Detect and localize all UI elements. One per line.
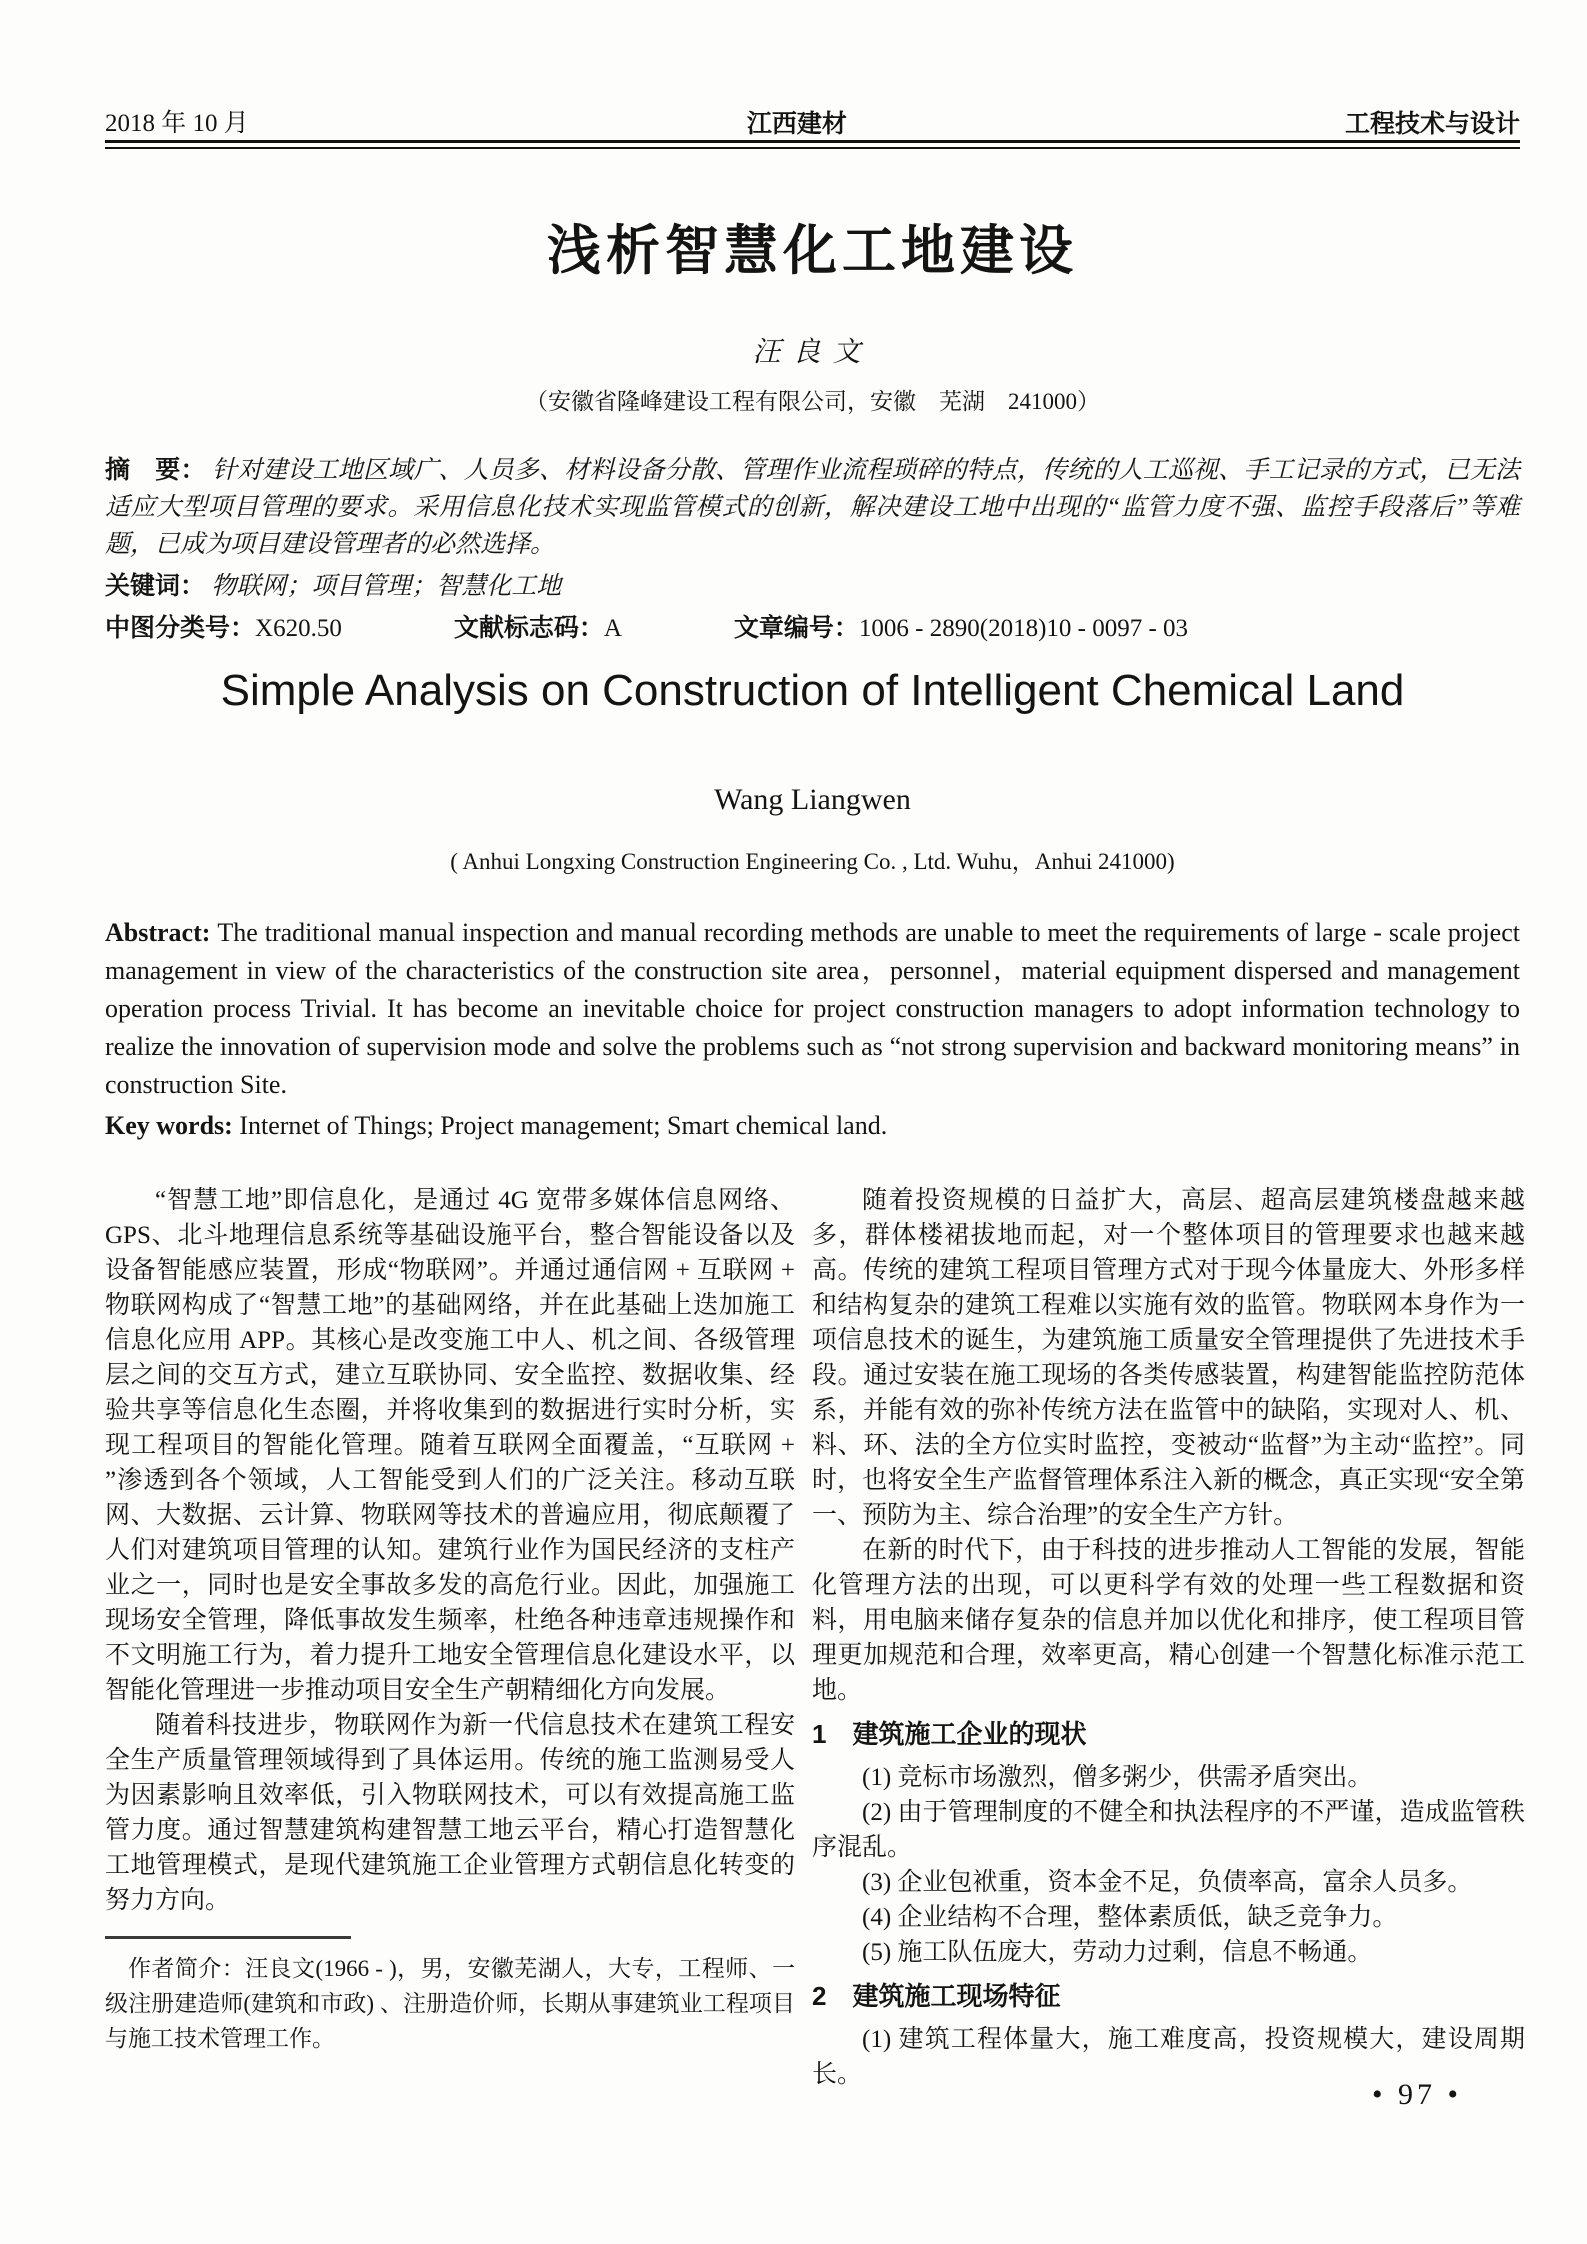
paragraph-iot-application: 随着科技进步，物联网作为新一代信息技术在建筑工程安全生产质量管理领域得到了具体运用。传统的施工监测易受人为因素影响且效率低，引入物联网技术，可以有效提高施工监管力度。通过智慧建筑构建智慧工地云平台，精心打造智慧化工地管理模式，是现代建筑施工企业管理方式朝信息化转变的努力方向。 — [105, 1712, 795, 1914]
document-code-label: 文献标志码： — [453, 614, 604, 642]
author-bio-footnote — [105, 1936, 795, 2056]
affiliation-zh: （安徽省隆峰建设工程有限公司，安徽 芜湖 241000） — [525, 389, 1100, 414]
article-title-zh: 浅析智慧化工地建设 — [547, 221, 1078, 281]
article-number-value: 1006 - 2890(2018)10 - 0097 - 03 — [858, 615, 1189, 642]
abstract-zh-text: 针对建设工地区域广、人员多、材料设备分散、管理作业流程琐碎的特点，传统的人工巡视、手工记录的方式，已无法适应大型项目管理的要求。采用信息化技术实现监管模式的创新，解决建设工地中出现的“监管力度不强、监控手段落后”等难题，已成为项目建设管理者的必然选择。 — [105, 457, 1521, 558]
footnote-divider — [105, 1936, 351, 1939]
author-zh: 汪良文 — [752, 337, 873, 368]
classification-line — [105, 610, 1520, 647]
keywords-en — [105, 1107, 1520, 1145]
clc-label: 中图分类号： — [105, 614, 256, 642]
body-right-column — [812, 1183, 1525, 2092]
keywords-zh — [105, 568, 1520, 605]
journal-section: 工程技术与设计 — [1344, 110, 1520, 138]
author-en: Wang Liangwen — [714, 783, 911, 816]
list-item: (4) 企业结构不合理，整体素质低，缺乏竞争力。 — [862, 1904, 1398, 1931]
body-left-column — [105, 1183, 795, 1918]
paragraph-intro: “智慧工地”即信息化，是通过 4G 宽带多媒体信息网络、GPS、北斗地理信息系统等基础设施平台，整合智能设备以及设备智能感应装置，形成“物联网”。并通过通信网 + 互联网 + 物联网构成了“智慧工地”的基础网络，并在此基础上迭加施工信息化应用 APP。其核心是改变施工中人、机之间、各级管理层之间的交互方式，建立互联协同、安全监控、数据收集、经验共享等信息化生态圈，并将收集到的数据进行实时分析，实现工程项目的智能化管理。随着互联网全面覆盖，“互联网 + ”渗透到各个领域，人工智能受到人们的广泛关注。移动互联网、大数据、云计算、物联网等技术的普遍应用，彻底颠覆了人们对建筑项目管理的认知。建筑行业作为国民经济的支柱产业之一，同时也是安全事故多发的高危行业。因此，加强施工现场安全管理，降低事故发生频率，杜绝各种违章违规操作和不文明施工行为，着力提升工地安全管理信息化建设水平，以智能化管理进一步推动项目安全生产朝精细化方向发展。 — [105, 1187, 795, 1704]
running-head — [105, 108, 1520, 140]
article-title-en: Simple Analysis on Construction of Intelligent Chemical Land — [220, 666, 1405, 715]
abstract-en-text: The traditional manual inspection and manual recording methods are unable to meet the requirements of large - scale project management in view of the characteristics of the construction site area，personnel，material equipment dispersed and management operation process Trivial. It has become an inevitable choice for project construction managers to adopt information technology to realize the innovation of supervision mode and solve the problems such as “not strong supervision and backward monitoring means” in construction Site. — [105, 918, 1520, 1099]
list-item: (1) 建筑工程体量大，施工难度高，投资规模大，建设周期长。 — [812, 2026, 1525, 2088]
keywords-zh-text: 物联网；项目管理；智慧化工地 — [211, 573, 562, 600]
english-abstract-block — [105, 914, 1520, 1145]
list-item: (1) 竞标市场激烈，僧多粥少，供需矛盾突出。 — [862, 1764, 1373, 1791]
article-number — [734, 610, 1188, 647]
journal-title: 江西建材 — [746, 110, 847, 138]
chinese-abstract-block — [105, 452, 1520, 647]
author-bio-text: 作者简介：汪良文(1966 - )，男，安徽芜湖人，大专，工程师、一级注册建造师(建筑和市政) 、注册造价师，长期从事建筑业工程项目与施工技术管理工作。 — [105, 1956, 795, 2051]
list-item: (5) 施工队伍庞大，劳动力过剩，信息不畅通。 — [862, 1939, 1373, 1966]
clc-number — [105, 610, 342, 647]
clc-value: X620.50 — [255, 615, 342, 642]
keywords-zh-label: 关键词： — [105, 572, 206, 600]
list-item: (3) 企业包袱重，资本金不足，负债率高，富余人员多。 — [862, 1869, 1473, 1896]
page-number: • 97 • — [1372, 2078, 1463, 2111]
abstract-en — [105, 914, 1520, 1104]
abstract-zh — [105, 452, 1520, 563]
abstract-en-label: Abstract: — [105, 918, 218, 947]
paragraph-new-era: 在新的时代下，由于科技的进步推动人工智能的发展，智能化管理方法的出现，可以更科学有效的处理一些工程数据和资料，用电脑来储存复杂的信息并加以优化和排序，使工程项目管理更加规范和合理，效率更高，精心创建一个智慧化标准示范工地。 — [812, 1537, 1525, 1704]
affiliation-en: ( Anhui Longxing Construction Engineering Co. , Ltd. Wuhu，Anhui 241000) — [450, 849, 1175, 874]
keywords-en-text: Internet of Things; Project management; Smart chemical land. — [239, 1111, 888, 1140]
document-code-value: A — [603, 615, 622, 642]
section-heading-1: 1 建筑施工企业的现状 — [812, 1719, 1087, 1749]
header-double-rule — [105, 140, 1520, 149]
document-code — [454, 610, 622, 647]
keywords-en-label: Key words: — [105, 1111, 240, 1140]
journal-date: 2018 年 10 月 — [105, 110, 249, 137]
section-heading-2: 2 建筑施工现场特征 — [812, 1981, 1061, 2011]
paragraph-investment-scale: 随着投资规模的日益扩大，高层、超高层建筑楼盘越来越多，群体楼裙拔地而起，对一个整体项目的管理要求也越来越高。传统的建筑工程项目管理方式对于现今体量庞大、外形多样和结构复杂的建筑工程难以实施有效的监管。物联网本身作为一项信息技术的诞生，为建筑施工质量安全管理提供了先进技术手段。通过安装在施工现场的各类传感装置，构建智能监控防范体系，并能有效的弥补传统方法在监管中的缺陷，实现对人、机、料、环、法的全方位实时监控，变被动“监督”为主动“监控”。同时，也将安全生产监督管理体系注入新的概念，真正实现“安全第一、预防为主、综合治理”的安全生产方针。 — [812, 1187, 1525, 1529]
abstract-zh-label: 摘 要： — [105, 456, 206, 484]
list-item: (2) 由于管理制度的不健全和执法程序的不严谨，造成监管秩序混乱。 — [812, 1799, 1525, 1861]
article-number-label: 文章编号： — [733, 614, 859, 642]
